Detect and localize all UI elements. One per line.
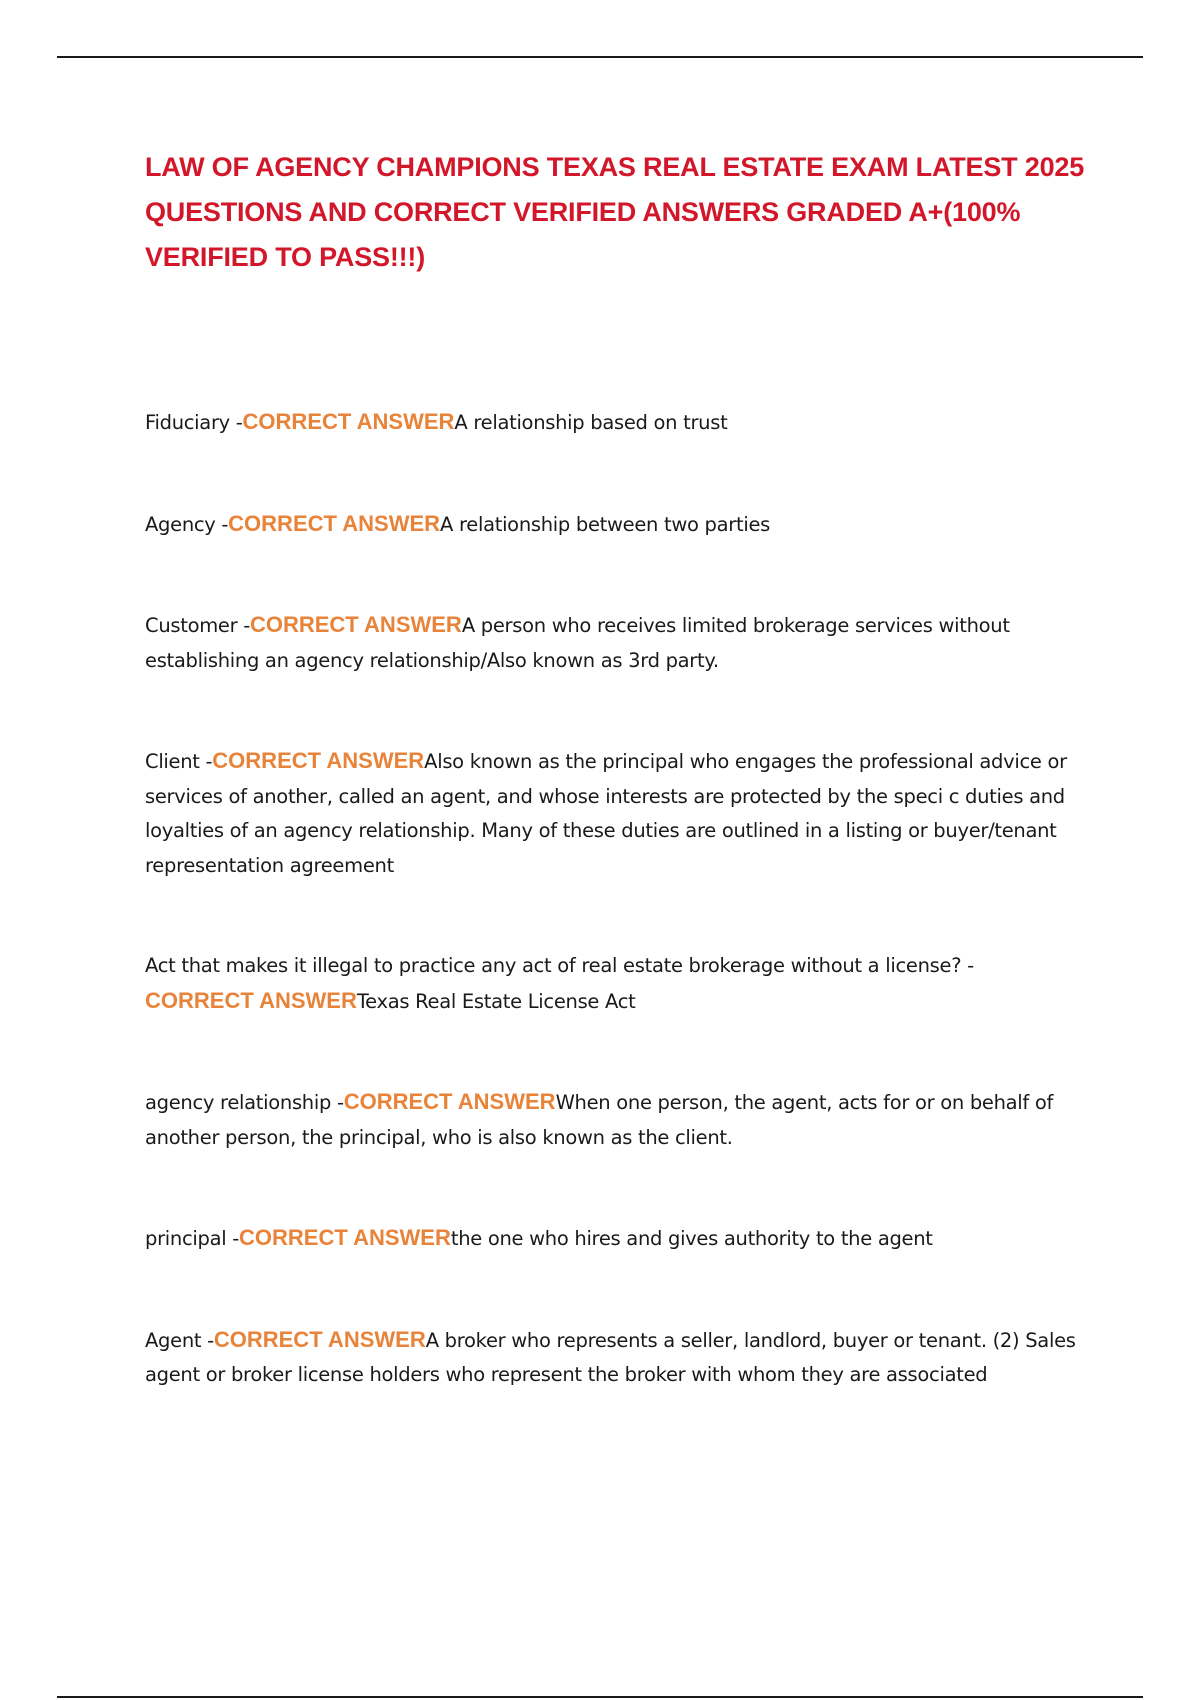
qa-entry-customer xyxy=(145,608,1090,678)
correct-answer-label: CORRECT ANSWER xyxy=(228,510,441,536)
entry-definition: the one who hires and gives authority to the agent xyxy=(450,1227,933,1250)
entry-definition: When one person, the agent, acts for or on behalf of another person, the principal, who is also known as the client. xyxy=(145,1091,1054,1149)
entry-term: Customer - xyxy=(145,614,250,637)
entry-term: principal - xyxy=(145,1227,239,1250)
document-page xyxy=(145,145,1090,1459)
entry-definition: Texas Real Estate License Act xyxy=(356,989,636,1013)
qa-entry-agency-relationship xyxy=(145,1085,1090,1155)
qa-entry-principal xyxy=(145,1221,1090,1257)
entry-term: Fiduciary - xyxy=(145,411,243,434)
correct-answer-label: CORRECT ANSWER xyxy=(239,1225,451,1250)
entry-definition: A relationship based on trust xyxy=(454,411,728,434)
bottom-rule xyxy=(57,1696,1143,1698)
correct-answer-label: CORRECT ANSWER xyxy=(213,1326,426,1352)
entry-term: Client - xyxy=(145,750,213,773)
qa-list xyxy=(145,405,1090,1393)
qa-entry-client xyxy=(145,744,1090,883)
entry-term: agency relationship - xyxy=(145,1091,344,1114)
document-title: LAW OF AGENCY CHAMPIONS TEXAS REAL ESTATE EXAM LATEST 2025 QUESTIONS AND CORRECT VERIFIED ANSWERS GRADED A+(100% VERIFIED TO PASS!!!) xyxy=(145,152,1085,272)
entry-definition: A person who receives limited brokerage services without establishing an agency relationship/Also known as 3rd party. xyxy=(145,614,1010,672)
correct-answer-label: CORRECT ANSWER xyxy=(145,987,357,1013)
correct-answer-label: CORRECT ANSWER xyxy=(242,409,455,434)
entry-definition: A broker who represents a seller, landlord, buyer or tenant. (2) Sales agent or broker license holders who represent the broker with whom they are associated xyxy=(145,1328,1076,1386)
entry-definition: Also known as the principal who engages the professional advice or services of another, called an agent, and whose interests are protected by the speci c duties and loyalties of an agency relationship. Many of these duties are outlined in a listing or buyer/tenant representation agreement xyxy=(145,750,1067,877)
correct-answer-label: CORRECT ANSWER xyxy=(212,748,425,773)
entry-term: Agent - xyxy=(145,1328,214,1352)
entry-definition: A relationship between two parties xyxy=(440,512,770,536)
correct-answer-label: CORRECT ANSWER xyxy=(249,612,462,637)
qa-entry-agency xyxy=(145,507,1090,543)
qa-entry-fiduciary xyxy=(145,405,1090,441)
top-rule xyxy=(57,56,1143,58)
entry-term: Act that makes it illegal to practice any act of real estate brokerage without a license? - xyxy=(145,954,974,977)
qa-entry-license-act xyxy=(145,949,1090,1019)
correct-answer-label: CORRECT ANSWER xyxy=(343,1089,556,1114)
qa-entry-agent xyxy=(145,1323,1090,1393)
entry-term: Agency - xyxy=(145,512,229,536)
